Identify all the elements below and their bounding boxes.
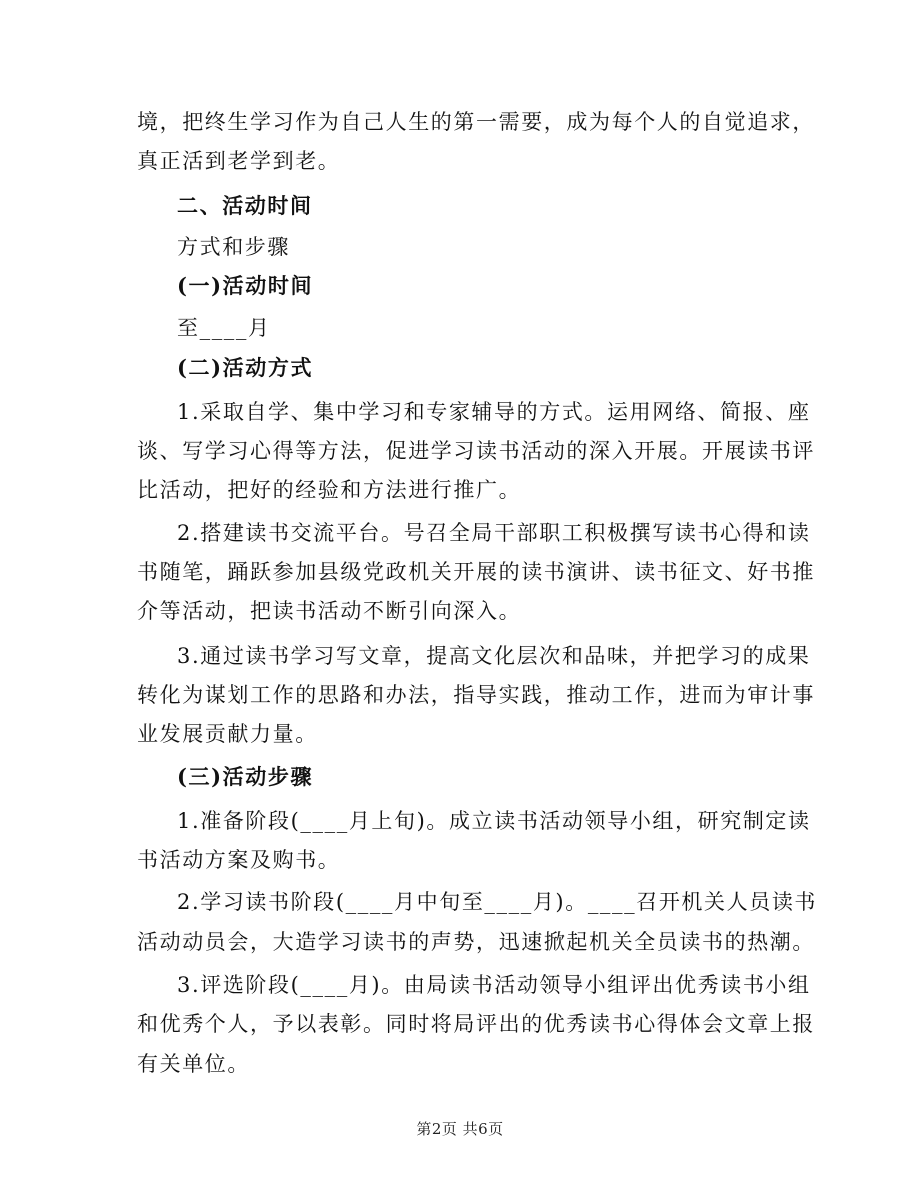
section-heading: 二、活动时间: [177, 193, 313, 218]
body-text-line: 介等活动，把读书活动不断引向深入。: [137, 599, 522, 623]
body-text-line: 至____月: [177, 316, 271, 340]
body-text-line: 转化为谋划工作的思路和办法，指导实践，推动工作，进而为审计事: [137, 683, 815, 707]
body-text-line: 业发展贡献力量。: [137, 722, 318, 746]
body-text-line: 和优秀个人，予以表彰。同时将局评出的优秀读书心得体会文章上报: [137, 1012, 815, 1036]
body-text-line: 谈、写学习心得等方法，促进学习读书活动的深入开展。开展读书评: [137, 439, 815, 463]
body-text-line: 活动动员会，大造学习读书的声势，迅速掀起机关全员读书的热潮。: [137, 930, 815, 954]
body-text-line: 书随笔，踊跃参加县级党政机关开展的读书演讲、读书征文、好书推: [137, 560, 815, 584]
list-item-text: 3.通过读书学习写文章，提高文化层次和品味，并把学习的成果: [177, 644, 811, 668]
subsection-heading: (三)活动步骤: [177, 764, 314, 789]
list-item-text: 1.准备阶段(____月上旬)。成立读书活动领导小组，研究制定读: [177, 809, 811, 833]
subsection-heading: (一)活动时间: [177, 273, 314, 298]
body-text-line: 有关单位。: [137, 1052, 250, 1076]
list-item-text: 2.学习读书阶段(____月中旬至____月)。____召开机关人员读书: [177, 890, 818, 914]
body-text-line: 比活动，把好的经验和方法进行推广。: [137, 478, 522, 502]
list-item-text: 3.评选阶段(____月)。由局读书活动领导小组评出优秀读书小组: [177, 973, 811, 997]
list-item-text: 2.搭建读书交流平台。号召全局干部职工积极撰写读书心得和读: [177, 521, 811, 545]
page-number-footer: 第2页 共6页: [416, 1120, 504, 1138]
body-text-line: 境，把终生学习作为自己人生的第一需要，成为每个人的自觉追求，: [137, 110, 815, 134]
body-text-line: 真正活到老学到老。: [137, 149, 341, 173]
body-text-line: 书活动方案及购书。: [137, 848, 341, 872]
body-text-line: 方式和步骤: [177, 235, 290, 259]
subsection-heading: (二)活动方式: [177, 355, 314, 380]
list-item-text: 1.采取自学、集中学习和专家辅导的方式。运用网络、简报、座: [177, 400, 811, 424]
